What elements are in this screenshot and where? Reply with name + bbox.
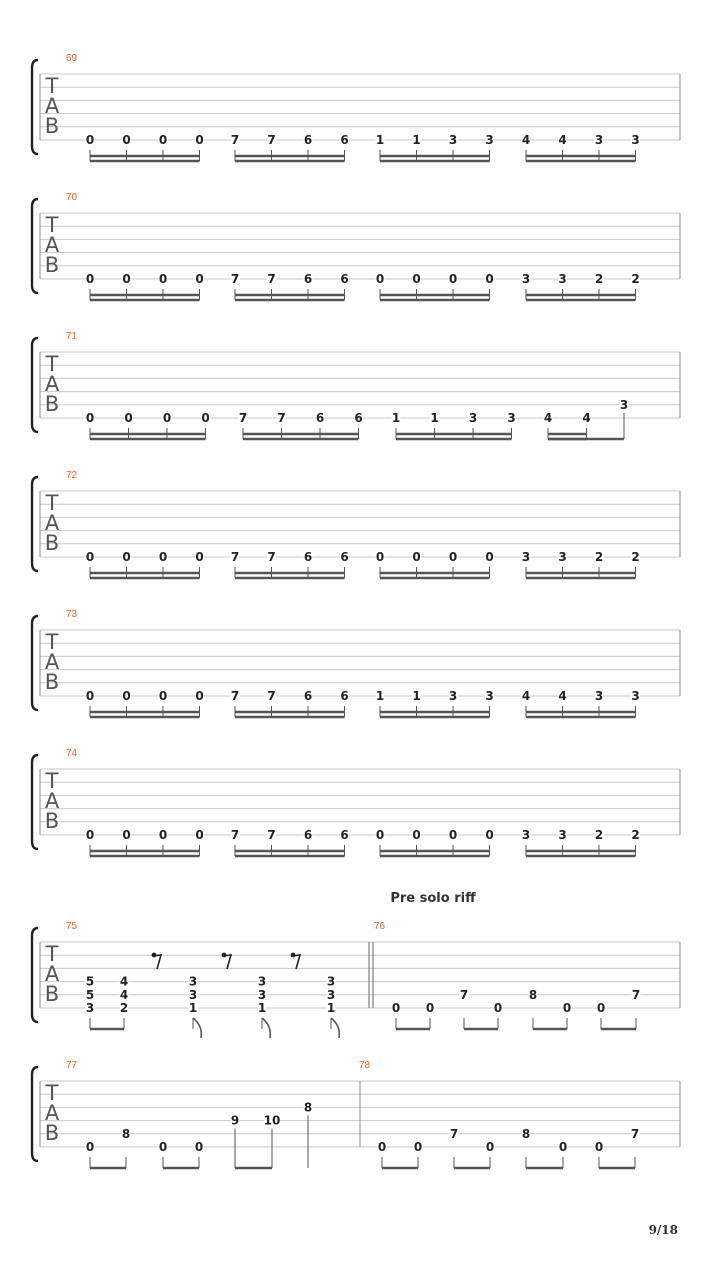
- fret-number: 4: [521, 133, 531, 147]
- fret-number: 0: [195, 689, 204, 703]
- fret-number: 0: [122, 133, 131, 147]
- beam-group: [380, 567, 490, 578]
- fret-number: 5: [85, 974, 95, 989]
- tab-clef-letter: A: [44, 511, 60, 535]
- fret-number: 0: [195, 550, 204, 564]
- fret-number: 3: [326, 974, 336, 989]
- fret-number: 0: [412, 550, 421, 564]
- fret-number: 0: [194, 1140, 204, 1154]
- fret-number: 0: [596, 1001, 606, 1015]
- fret-number: 0: [122, 550, 131, 564]
- beam-group: [380, 845, 490, 856]
- eighth-rest: [222, 953, 231, 969]
- measure-number: 74: [66, 748, 78, 759]
- beam-group: [90, 289, 200, 300]
- fret-number: 0: [158, 272, 168, 286]
- beam-group: [90, 845, 200, 856]
- fret-number: 3: [521, 550, 531, 564]
- beam-group: [599, 1157, 635, 1168]
- fret-number: 2: [594, 828, 604, 842]
- fret-number: 0: [558, 1140, 568, 1154]
- fret-number: 3: [507, 411, 516, 425]
- beam-group: [235, 567, 345, 578]
- fret-number: 3: [468, 411, 478, 425]
- beam-group: [548, 428, 587, 439]
- beam-group: [163, 1157, 199, 1168]
- fret-number: 4: [558, 689, 567, 703]
- fret-number: 0: [493, 1001, 503, 1015]
- beam-group: [235, 706, 345, 717]
- fret-number: 4: [119, 974, 129, 989]
- fret-number: 3: [326, 987, 336, 1002]
- fret-number: 2: [631, 272, 640, 286]
- tab-clef-letter: T: [45, 942, 59, 966]
- fret-number: 7: [267, 550, 276, 564]
- note-flag: [262, 1018, 270, 1038]
- fret-number: 0: [391, 1001, 401, 1015]
- measure-number: 78: [359, 1060, 371, 1071]
- fret-number: 0: [485, 828, 494, 842]
- note-flag: [331, 1018, 339, 1038]
- fret-number: 3: [485, 133, 494, 147]
- fret-number: 7: [267, 828, 276, 842]
- fret-number: 3: [594, 133, 604, 147]
- system-bracket: [32, 928, 38, 1022]
- system-bracket: [32, 477, 38, 571]
- fret-number: 7: [267, 133, 276, 147]
- fret-number: 6: [303, 550, 313, 564]
- tab-clef-letter: B: [44, 114, 60, 138]
- beam-group: [243, 428, 359, 439]
- fret-number: 0: [162, 411, 172, 425]
- fret-number: 6: [303, 133, 313, 147]
- beam-group: [382, 1157, 418, 1168]
- fret-number: 6: [303, 689, 313, 703]
- section-label: Pre solo riff: [390, 891, 476, 906]
- fret-number: 3: [448, 689, 458, 703]
- beam-group: [396, 1018, 430, 1029]
- fret-number: 3: [448, 133, 458, 147]
- beam-group: [526, 706, 636, 717]
- fret-number: 2: [631, 828, 640, 842]
- fret-number: 4: [558, 133, 567, 147]
- beam-group: [526, 567, 636, 578]
- fret-number: 0: [485, 1140, 495, 1154]
- beam-group: [90, 1018, 124, 1029]
- fret-number: 7: [449, 1126, 459, 1141]
- beam-group: [235, 289, 345, 300]
- system-bracket: [32, 1067, 38, 1161]
- fret-number: 0: [158, 828, 168, 842]
- fret-number: 0: [375, 272, 385, 286]
- beam-group: [90, 567, 200, 578]
- fret-number: 2: [594, 272, 604, 286]
- fret-number: 0: [448, 828, 458, 842]
- fret-number: 0: [195, 828, 204, 842]
- measure-number: 69: [66, 53, 78, 64]
- fret-number: 7: [267, 689, 276, 703]
- beam-group: [526, 289, 636, 300]
- note-flag: [193, 1018, 201, 1038]
- fret-number: 3: [521, 828, 531, 842]
- fret-number: 0: [377, 1140, 387, 1154]
- beam-group: [454, 1157, 490, 1168]
- fret-number: 8: [521, 1126, 531, 1141]
- fret-number: 0: [375, 550, 385, 564]
- measure-number: 70: [66, 192, 78, 203]
- fret-number: 7: [277, 411, 286, 425]
- fret-number: 8: [528, 987, 538, 1002]
- fret-number: 1: [188, 1001, 198, 1015]
- fret-number: 5: [85, 987, 95, 1002]
- fret-number: 3: [631, 133, 640, 147]
- fret-number: 1: [430, 411, 439, 425]
- measure-number: 71: [66, 331, 78, 342]
- beam-group: [533, 1018, 567, 1029]
- fret-number: 0: [425, 1001, 435, 1015]
- fret-number: 1: [375, 689, 385, 703]
- system-bracket: [32, 616, 38, 710]
- fret-number: 0: [195, 133, 204, 147]
- fret-number: 3: [485, 689, 494, 703]
- fret-number: 0: [85, 133, 95, 147]
- fret-number: 0: [158, 133, 168, 147]
- measure-number: 73: [66, 609, 78, 620]
- fret-number: 3: [594, 689, 604, 703]
- tab-clef-letter: A: [44, 962, 60, 986]
- fret-number: 3: [558, 828, 567, 842]
- fret-number: 9: [230, 1113, 240, 1128]
- fret-number: 3: [521, 272, 531, 286]
- fret-number: 8: [303, 1100, 313, 1115]
- fret-number: 0: [412, 272, 421, 286]
- tab-clef-letter: T: [45, 1081, 59, 1105]
- fret-number: 0: [412, 828, 421, 842]
- fret-number: 1: [391, 411, 401, 425]
- beam-group: [235, 845, 345, 856]
- tab-clef-letter: B: [44, 982, 60, 1006]
- fret-number: 6: [303, 828, 313, 842]
- beam-group: [396, 428, 512, 439]
- tab-clef-letter: B: [44, 531, 60, 555]
- measure-number: 75: [66, 921, 78, 932]
- tab-clef-letter: T: [45, 213, 59, 237]
- beam-group: [235, 150, 345, 161]
- system-bracket: [32, 755, 38, 849]
- system-bracket: [32, 338, 38, 432]
- fret-number: 3: [257, 987, 267, 1002]
- fret-number: 0: [122, 689, 131, 703]
- beam-group: [380, 706, 490, 717]
- fret-number: 0: [85, 272, 95, 286]
- fret-number: 2: [594, 550, 604, 564]
- measure-number: 76: [374, 921, 386, 932]
- beam-group: [90, 150, 200, 161]
- system-bracket: [32, 60, 38, 154]
- fret-number: 1: [412, 133, 421, 147]
- tab-staff: [32, 928, 680, 1022]
- fret-number: 4: [582, 411, 591, 425]
- fret-number: 0: [158, 689, 168, 703]
- fret-number: 0: [124, 411, 133, 425]
- eighth-rest: [291, 953, 300, 969]
- tab-clef-letter: A: [44, 789, 60, 813]
- fret-number: 4: [543, 411, 553, 425]
- fret-number: 7: [230, 272, 240, 286]
- fret-number: 7: [230, 133, 240, 147]
- beam-group: [526, 150, 636, 161]
- fret-number: 7: [267, 272, 276, 286]
- fret-number: 7: [230, 689, 240, 703]
- beam-group: [380, 150, 490, 161]
- beam-group: [526, 1157, 563, 1168]
- fret-number: 1: [375, 133, 385, 147]
- fret-number: 0: [485, 550, 494, 564]
- fret-number: 1: [412, 689, 421, 703]
- fret-number: 3: [257, 974, 267, 989]
- fret-number: 0: [85, 550, 95, 564]
- beam-group: [90, 1157, 126, 1168]
- fret-number: 3: [558, 272, 567, 286]
- fret-number: 3: [631, 689, 640, 703]
- fret-number: 7: [230, 550, 240, 564]
- fret-number: 6: [340, 828, 349, 842]
- fret-number: 0: [201, 411, 210, 425]
- fret-number: 0: [85, 1140, 95, 1154]
- fret-number: 0: [85, 828, 95, 842]
- tab-clef-letter: T: [45, 74, 59, 98]
- fret-number: 3: [188, 974, 198, 989]
- tab-clef-letter: B: [44, 392, 60, 416]
- fret-number: 0: [85, 689, 95, 703]
- fret-number: 7: [631, 987, 641, 1002]
- tab-clef-letter: T: [45, 352, 59, 376]
- fret-number: 0: [562, 1001, 572, 1015]
- beam-group: [601, 1018, 636, 1029]
- tab-clef-letter: B: [44, 670, 60, 694]
- tab-clef-letter: B: [44, 1121, 60, 1145]
- beam-group: [90, 706, 200, 717]
- beam-group: [464, 1018, 498, 1029]
- fret-number: 0: [122, 828, 131, 842]
- tab-clef-letter: B: [44, 809, 60, 833]
- tab-clef-letter: A: [44, 650, 60, 674]
- fret-number: 3: [558, 550, 567, 564]
- beam-group: [380, 289, 490, 300]
- tab-clef-letter: A: [44, 233, 60, 257]
- tab-clef-letter: B: [44, 253, 60, 277]
- beam-group: [90, 428, 206, 439]
- fret-number: 6: [340, 689, 349, 703]
- measure-number: 72: [66, 470, 78, 481]
- fret-number: 6: [340, 133, 349, 147]
- fret-number: 7: [459, 987, 469, 1002]
- fret-number: 1: [257, 1001, 267, 1015]
- fret-number: 1: [326, 1001, 336, 1015]
- fret-number: 0: [594, 1140, 604, 1154]
- fret-number: 4: [119, 987, 129, 1002]
- fret-number: 6: [315, 411, 325, 425]
- tab-clef-letter: A: [44, 372, 60, 396]
- tab-clef-letter: T: [45, 491, 59, 515]
- fret-number: 0: [158, 550, 168, 564]
- fret-number: 0: [448, 272, 458, 286]
- fret-number: 6: [303, 272, 313, 286]
- fret-number: 7: [238, 411, 248, 425]
- tab-clef-letter: A: [44, 94, 60, 118]
- tab-clef-letter: T: [45, 630, 59, 654]
- eighth-rest: [152, 953, 161, 969]
- fret-number: 0: [85, 411, 95, 425]
- fret-number: 0: [158, 1140, 168, 1154]
- fret-number: 2: [119, 1001, 129, 1015]
- fret-number: 0: [413, 1140, 423, 1154]
- fret-number: 3: [188, 987, 198, 1002]
- fret-number: 0: [485, 272, 494, 286]
- fret-number: 7: [230, 828, 240, 842]
- system-bracket: [32, 199, 38, 293]
- fret-number: 3: [619, 397, 629, 412]
- beam-group: [526, 845, 636, 856]
- fret-number: 6: [354, 411, 363, 425]
- fret-number: 4: [521, 689, 531, 703]
- fret-number: 10: [263, 1113, 281, 1128]
- tab-staff: [32, 1067, 680, 1161]
- page-number: 9/18: [648, 1223, 678, 1237]
- tab-clef-letter: A: [44, 1101, 60, 1125]
- fret-number: 7: [630, 1126, 640, 1141]
- fret-number: 0: [375, 828, 385, 842]
- fret-number: 2: [631, 550, 640, 564]
- measure-number: 77: [66, 1060, 78, 1071]
- fret-number: 6: [340, 550, 349, 564]
- fret-number: 6: [340, 272, 349, 286]
- fret-number: 0: [122, 272, 131, 286]
- fret-number: 3: [85, 1001, 95, 1015]
- fret-number: 0: [448, 550, 458, 564]
- fret-number: 8: [121, 1126, 131, 1141]
- fret-number: 0: [195, 272, 204, 286]
- tab-clef-letter: T: [45, 769, 59, 793]
